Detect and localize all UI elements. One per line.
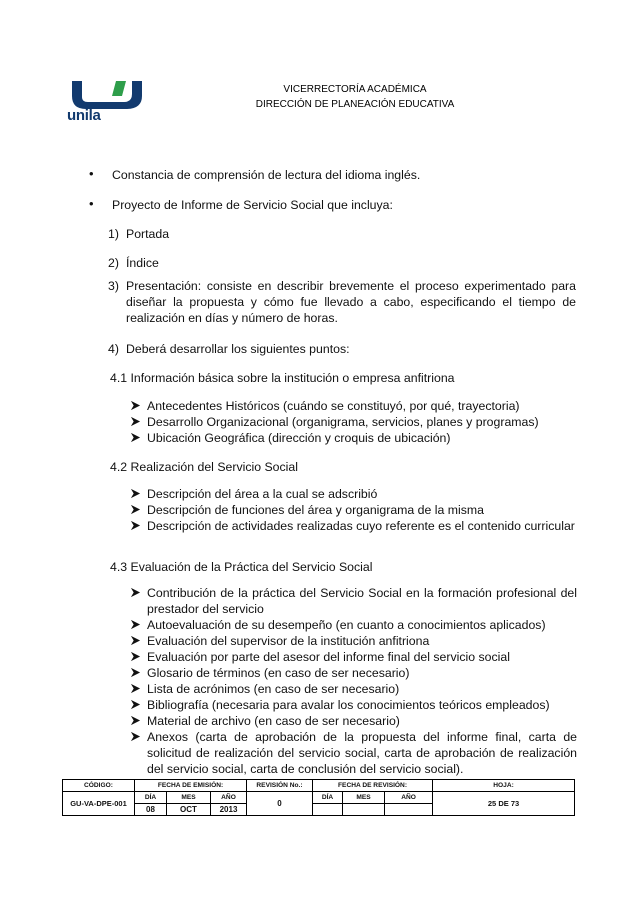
emision-anio-value: 2013	[211, 804, 247, 816]
header-line-1: VICERRECTORÍA ACADÉMICA	[283, 84, 427, 95]
list-item: Contribución de la práctica del Servicio Social en la formación profesional del prestador del servicio	[147, 586, 577, 616]
arrow-bullet-icon	[130, 715, 141, 726]
arrow-bullet-icon	[130, 683, 141, 694]
logo-text: unila	[67, 107, 101, 124]
unila-logo	[66, 80, 146, 124]
list-item: Descripción de actividades realizadas cuyo referente es el contenido curricular	[147, 519, 575, 533]
section-title: 4.2 Realización del Servicio Social	[110, 460, 298, 474]
unila-logo-mark	[66, 80, 146, 110]
hoja-label: HOJA:	[433, 780, 575, 792]
list-item: Descripción de funciones del área y organigrama de la misma	[147, 503, 484, 517]
revision-mes-label: MES	[343, 792, 385, 804]
arrow-bullet-icon	[130, 416, 141, 427]
bullet-dot: •	[89, 196, 94, 211]
codigo-value: GU-VA-DPE-001	[63, 792, 135, 816]
numbered-marker: 2)	[108, 256, 119, 270]
list-item: Anexos (carta de aprobación de la propuesta del informe final, carta de solicitud de realización del servicio social, carta de aprobación de realización del servicio social, carta de conclusión del servicio social).	[147, 730, 577, 776]
arrow-bullet-icon	[130, 651, 141, 662]
list-item: Glosario de términos (en caso de ser necesario)	[147, 666, 410, 680]
numbered-item: Presentación: consiste en describir brevemente el proceso experimentado para diseñar la propuesta y cómo fue llevado a cabo, especificando el tiempo de realización en días y número de horas.	[126, 279, 576, 325]
emision-mes-value: OCT	[167, 804, 211, 816]
revision-no-value: 0	[247, 792, 313, 816]
emision-dia-value: 08	[135, 804, 167, 816]
list-item: Descripción del área a la cual se adscribió	[147, 487, 378, 501]
numbered-marker: 3)	[108, 279, 119, 293]
list-item: Lista de acrónimos (en caso de ser necesario)	[147, 682, 400, 696]
revision-no-label: REVISIÓN No.:	[247, 780, 313, 792]
header-line-2: DIRECCIÓN DE PLANEACIÓN EDUCATIVA	[255, 99, 455, 110]
revision-dia-label: DÍA	[313, 792, 343, 804]
arrow-bullet-icon	[130, 667, 141, 678]
arrow-bullet-icon	[130, 504, 141, 515]
list-item: Bibliografía (necesaria para avalar los conocimientos teóricos empleados)	[147, 698, 550, 712]
section-title: 4.1 Información básica sobre la institución o empresa anfitriona	[110, 371, 455, 385]
numbered-marker: 1)	[108, 227, 119, 241]
arrow-bullet-icon	[130, 400, 141, 411]
hoja-value: 25 DE 73	[433, 792, 575, 816]
list-item: Desarrollo Organizacional (organigrama, servicios, planes y programas)	[147, 415, 539, 429]
emision-mes-label: MES	[167, 792, 211, 804]
revision-dia-value	[313, 804, 343, 816]
emision-label: FECHA DE EMISIÓN:	[135, 780, 247, 792]
arrow-bullet-icon	[130, 520, 141, 531]
numbered-marker: 4)	[108, 342, 119, 356]
arrow-bullet-icon	[130, 432, 141, 443]
bullet-dot: •	[89, 166, 94, 181]
list-item: Autoevaluación de su desempeño (en cuanto a conocimientos aplicados)	[147, 618, 546, 632]
numbered-item: Índice	[126, 256, 159, 270]
list-item: Evaluación por parte del asesor del informe final del servicio social	[147, 650, 510, 664]
list-item: Material de archivo (en caso de ser necesario)	[147, 714, 400, 728]
revision-anio-value	[385, 804, 433, 816]
arrow-bullet-icon	[130, 587, 141, 598]
list-item: Evaluación del supervisor de la institución anfitriona	[147, 634, 430, 648]
revision-mes-value	[343, 804, 385, 816]
emision-dia-label: DÍA	[135, 792, 167, 804]
codigo-label: CÓDIGO:	[63, 780, 135, 792]
emision-anio-label: AÑO	[211, 792, 247, 804]
fecha-revision-label: FECHA DE REVISIÓN:	[313, 780, 433, 792]
list-item: Antecedentes Históricos (cuándo se constituyó, por qué, trayectoria)	[147, 399, 520, 413]
numbered-item: Portada	[126, 227, 170, 241]
arrow-bullet-icon	[130, 488, 141, 499]
bullet-item: Constancia de comprensión de lectura del idioma inglés.	[112, 168, 421, 182]
arrow-bullet-icon	[130, 699, 141, 710]
arrow-bullet-icon	[130, 635, 141, 646]
section-title: 4.3 Evaluación de la Práctica del Servicio Social	[110, 560, 373, 574]
arrow-bullet-icon	[130, 731, 141, 742]
list-item: Ubicación Geográfica (dirección y croquis de ubicación)	[147, 431, 451, 445]
bullet-item: Proyecto de Informe de Servicio Social que incluya:	[112, 198, 393, 212]
document-control-table	[62, 779, 575, 816]
arrow-bullet-icon	[130, 619, 141, 630]
revision-anio-label: AÑO	[385, 792, 433, 804]
numbered-item: Deberá desarrollar los siguientes puntos:	[126, 342, 350, 356]
